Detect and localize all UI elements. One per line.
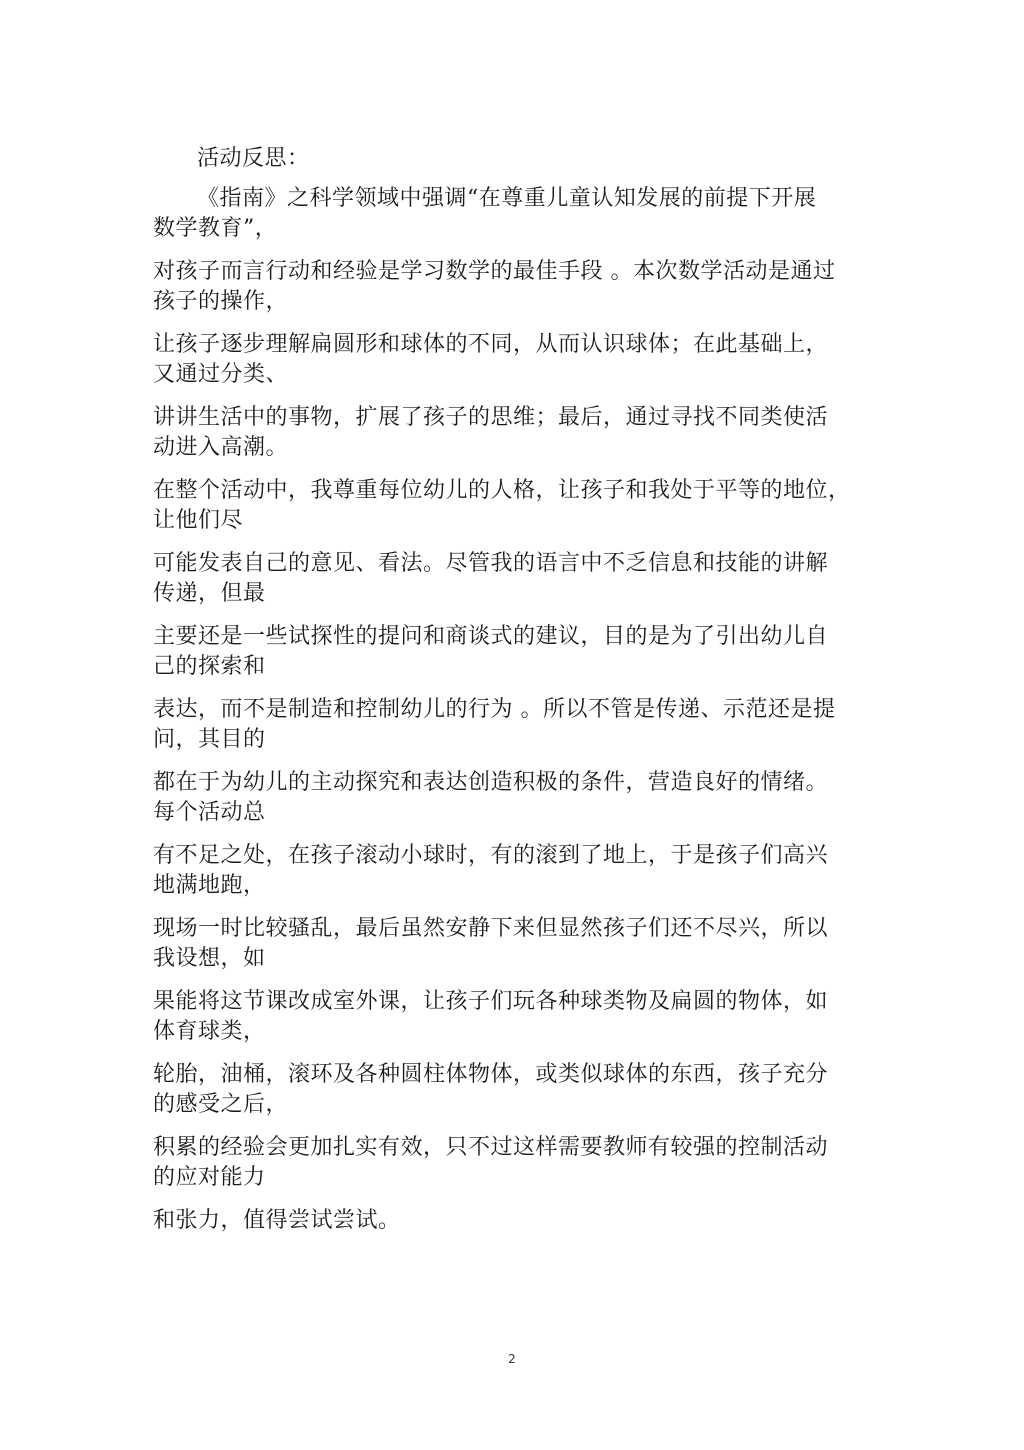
paragraph xyxy=(153,695,865,755)
document-body xyxy=(153,144,865,1249)
paragraph-line: 又通过分类、 xyxy=(153,362,289,387)
paragraph-line: 《指南》之科学领域中强调“在尊重儿童认知发展的前提下开展 xyxy=(197,186,817,211)
page-number: 2 xyxy=(508,1352,516,1366)
paragraph-line: 传递，但最 xyxy=(153,581,266,606)
paragraph xyxy=(153,403,865,463)
paragraph-line: 果能将这节课改成室外课，让孩子们玩各种球类物及扁圆的物体，如 xyxy=(153,989,829,1014)
paragraph-line: 积累的经验会更加扎实有效，只不过这样需要教师有较强的控制活动 xyxy=(153,1135,829,1160)
paragraph-line: 问，其目的 xyxy=(153,727,266,752)
paragraph-line: 地满地跑， xyxy=(153,873,266,898)
section-heading: 活动反思： xyxy=(197,146,310,171)
paragraph-line: 每个活动总 xyxy=(153,800,266,825)
paragraph xyxy=(153,768,865,828)
paragraph-line: 己的探索和 xyxy=(153,654,266,679)
paragraph-line: 体育球类， xyxy=(153,1019,266,1044)
paragraph-line: 和张力，值得尝试尝试。 xyxy=(153,1208,401,1233)
paragraph-line: 我设想，如 xyxy=(153,946,266,971)
paragraph-line: 表达，而不是制造和控制幼儿的行为 。所以不管是传递、示范还是提 xyxy=(153,697,836,722)
paragraph-line: 对孩子而言行动和经验是学习数学的最佳手段 。本次数学活动是通过 xyxy=(153,259,836,284)
paragraph xyxy=(153,622,865,682)
paragraph-line: 的感受之后， xyxy=(153,1092,289,1117)
paragraph xyxy=(153,184,865,244)
paragraph-line: 数学教育”， xyxy=(153,216,278,241)
paragraph xyxy=(153,257,865,317)
paragraph-line: 现场一时比较骚乱，最后虽然安静下来但显然孩子们还不尽兴，所以 xyxy=(153,916,829,941)
paragraph xyxy=(153,1206,865,1236)
paragraph xyxy=(153,549,865,609)
paragraph-line: 都在于为幼儿的主动探究和表达创造积极的条件，营造良好的情绪。 xyxy=(153,770,829,795)
paragraph xyxy=(153,914,865,974)
paragraph-line: 轮胎，油桶，滚环及各种圆柱体物体，或类似球体的东西，孩子充分 xyxy=(153,1062,829,1087)
paragraph xyxy=(153,1060,865,1120)
paragraph-line: 动进入高潮。 xyxy=(153,435,289,460)
paragraph xyxy=(153,1133,865,1193)
paragraph xyxy=(153,987,865,1047)
paragraph-line: 在整个活动中，我尊重每位幼儿的人格，让孩子和我处于平等的地位， xyxy=(153,478,851,503)
paragraph-line: 讲讲生活中的事物，扩展了孩子的思维；最后，通过寻找不同类使活 xyxy=(153,405,829,430)
paragraph-list xyxy=(153,184,865,1236)
paragraph-line: 让孩子逐步理解扁圆形和球体的不同，从而认识球体；在此基础上， xyxy=(153,332,829,357)
paragraph-line: 主要还是一些试探性的提问和商谈式的建议，目的是为了引出幼儿自 xyxy=(153,624,829,649)
paragraph xyxy=(153,330,865,390)
paragraph-line: 可能发表自己的意见、看法。尽管我的语言中不乏信息和技能的讲解 xyxy=(153,551,829,576)
paragraph xyxy=(153,841,865,901)
paragraph-line: 孩子的操作， xyxy=(153,289,289,314)
paragraph-line: 让他们尽 xyxy=(153,508,244,533)
paragraph-line: 的应对能力 xyxy=(153,1165,266,1190)
paragraph-line: 有不足之处，在孩子滚动小球时，有的滚到了地上，于是孩子们高兴 xyxy=(153,843,829,868)
paragraph xyxy=(153,476,865,536)
